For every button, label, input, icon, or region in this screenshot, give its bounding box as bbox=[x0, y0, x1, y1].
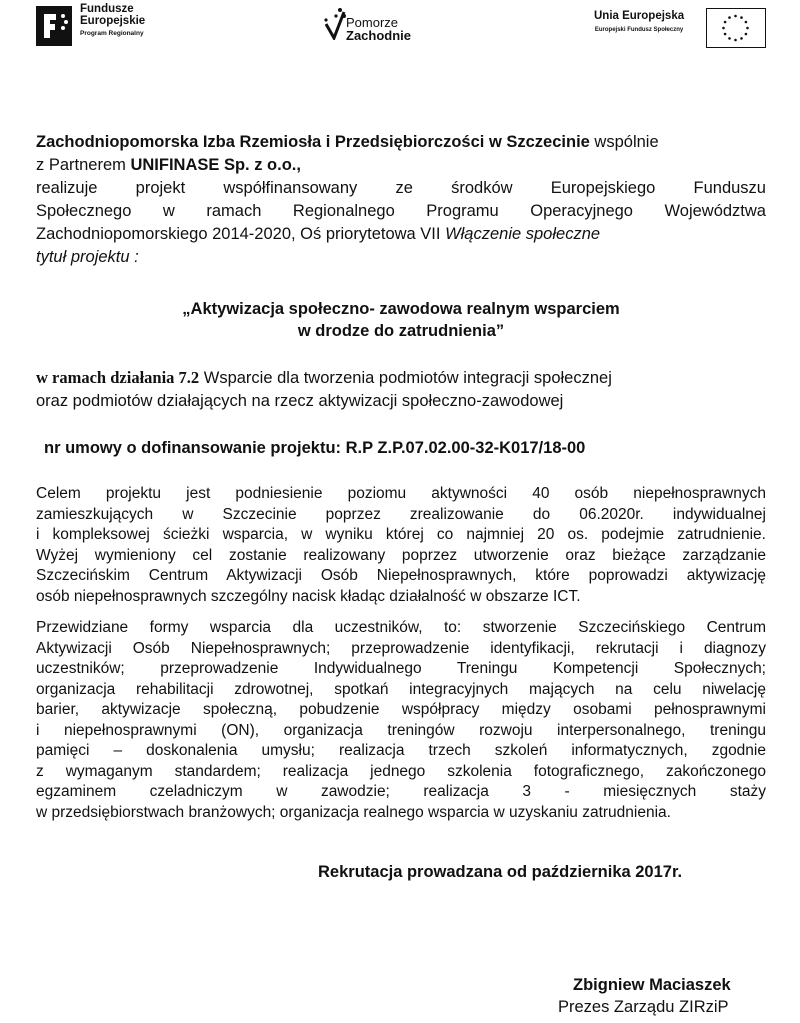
project-title-label: tytuł projektu : bbox=[36, 248, 139, 266]
signature-role: Prezes Zarządu ZIRziP bbox=[558, 998, 729, 1016]
body-paragraph-2 bbox=[36, 618, 766, 823]
action-label: w ramach działania 7.2 bbox=[36, 368, 200, 387]
body-p1-line: Szczecińskim Centrum Aktywizacji Osób Niepełnosprawnych, które poprowadzi aktywizację bbox=[36, 567, 766, 584]
organization-name: Zachodniopomorska Izba Rzemiosła i Przedsiębiorczości w Szczecinie bbox=[36, 133, 590, 151]
body-p2-line: i niepełnosprawnymi (ON), organizacja treningów rozwoju interpersonalnego, treningu bbox=[36, 721, 766, 739]
fundusze-europejskie-logo-text bbox=[80, 3, 145, 40]
body-p2-line: barier, aktywizacje społeczną, pobudzenie współpracy między osobami pełnosprawnymi bbox=[36, 701, 766, 718]
logo-ue-line2: Europejski Fundusz Społeczny bbox=[594, 27, 684, 33]
pomorze-zachodnie-logo-mark bbox=[322, 6, 348, 40]
intro-line4: Społecznego w ramach Regionalnego Programu Operacyjnego Województwa bbox=[36, 202, 766, 220]
body-p2-line: egzaminem czeladniczym w zawodzie; realizacja 3 - miesięcznych staży bbox=[36, 783, 766, 800]
pomorze-zachodnie-logo-text bbox=[346, 16, 411, 42]
body-p1-line: i kompleksowej ścieżki wsparcia, w wyniku której co najmniej 20 os. podejmie zatrudnienie. bbox=[36, 526, 766, 543]
unia-europejska-logo-text bbox=[594, 10, 684, 36]
partner-name: UNIFINASE Sp. z o.o., bbox=[130, 156, 301, 174]
body-p2-line: uczestników; przeprowadzenie Indywidualnego Treningu Kompetencji Społecznych; bbox=[36, 660, 766, 677]
intro-line3: realizuje projekt współfinansowany ze środków Europejskiego Funduszu bbox=[36, 179, 766, 197]
recruitment-notice: Rekrutacja prowadzana od października 2017r. bbox=[318, 863, 683, 881]
partner-prefix: z Partnerem bbox=[36, 156, 131, 174]
logo-fe-line1: Fundusze bbox=[80, 3, 134, 15]
project-title-line2: w drodze do zatrudnienia” bbox=[297, 322, 505, 340]
logo-ue-line1: Unia Europejska bbox=[594, 10, 685, 22]
logo-pz-line2: Zachodnie bbox=[346, 28, 412, 43]
body-p1-line: Wyżej wymieniony cel zostanie realizowany poprzez utworzenie oraz bieżące zarządzanie bbox=[36, 546, 766, 564]
action-description: Wsparcie dla tworzenia podmiotów integracji społecznej bbox=[199, 369, 612, 387]
body-p2-line: Przewidziane formy wsparcia dla uczestników, to: stworzenie Szczecińskiego Centrum bbox=[36, 619, 766, 636]
body-p1-line: osób niepełnosprawnych szczególny nacisk kładąc działalność w obszarze ICT. bbox=[36, 587, 581, 605]
logo-pz-line1: Pomorze bbox=[346, 15, 399, 30]
action-line1 bbox=[36, 367, 766, 390]
body-p2-line: organizacja rehabilitacji zdrowotnej, spotkań integracyjnych mających na celu niwelację bbox=[36, 680, 766, 698]
body-p2-line: w przedsiębiorstwach branżowych; organizacja realnego wsparcia w uzyskaniu zatrudnienia. bbox=[36, 803, 671, 821]
jointly-text: wspólnie bbox=[589, 133, 659, 151]
contract-label: nr umowy o dofinansowanie projektu: bbox=[44, 439, 342, 457]
intro-line2 bbox=[36, 154, 766, 177]
logo-fe-line2: Europejskie bbox=[80, 15, 146, 27]
eu-flag-icon bbox=[706, 8, 766, 48]
logo-fe-line3: Program Regionalny bbox=[80, 30, 144, 37]
body-p2-line: Aktywizacji Osób Niepełnosprawnych; przeprowadzenie identyfikacji, rekrutacji i diagnozy bbox=[36, 639, 766, 657]
fundusze-europejskie-logo-mark bbox=[36, 6, 72, 46]
body-paragraph-1 bbox=[36, 484, 766, 607]
intro-line1 bbox=[36, 131, 766, 154]
contract-line bbox=[44, 437, 774, 460]
priority-axis-name: Włączenie społeczne bbox=[445, 225, 601, 243]
project-title-line1: „Aktywizacja społeczno- zawodowa realnym wsparciem bbox=[182, 300, 620, 318]
action-line2: oraz podmiotów działających na rzecz aktywizacji społeczno-zawodowej bbox=[36, 392, 564, 410]
signature-name: Zbigniew Maciaszek bbox=[573, 976, 731, 994]
contract-number: R.P Z.P.07.02.00-32-K017/18-00 bbox=[345, 439, 586, 457]
body-p1-line: zamieszkujących w Szczecinie poprzez zrealizowanie do 06.2020r. indywidualnej bbox=[36, 505, 766, 523]
body-p2-line: z wymaganym standardem; realizacja jednego szkolenia fotograficznego, zakończonego bbox=[36, 762, 766, 780]
body-p2-line: pamięci – doskonalenia umysłu; realizacja trzech szkoleń informatycznych, zgodnie bbox=[36, 742, 766, 759]
program-info: Zachodniopomorskiego 2014-2020, Oś priorytetowa VII bbox=[36, 225, 446, 243]
intro-line5 bbox=[36, 223, 766, 246]
body-p1-line: Celem projektu jest podniesienie poziomu aktywności 40 osób niepełnosprawnych bbox=[36, 485, 766, 502]
